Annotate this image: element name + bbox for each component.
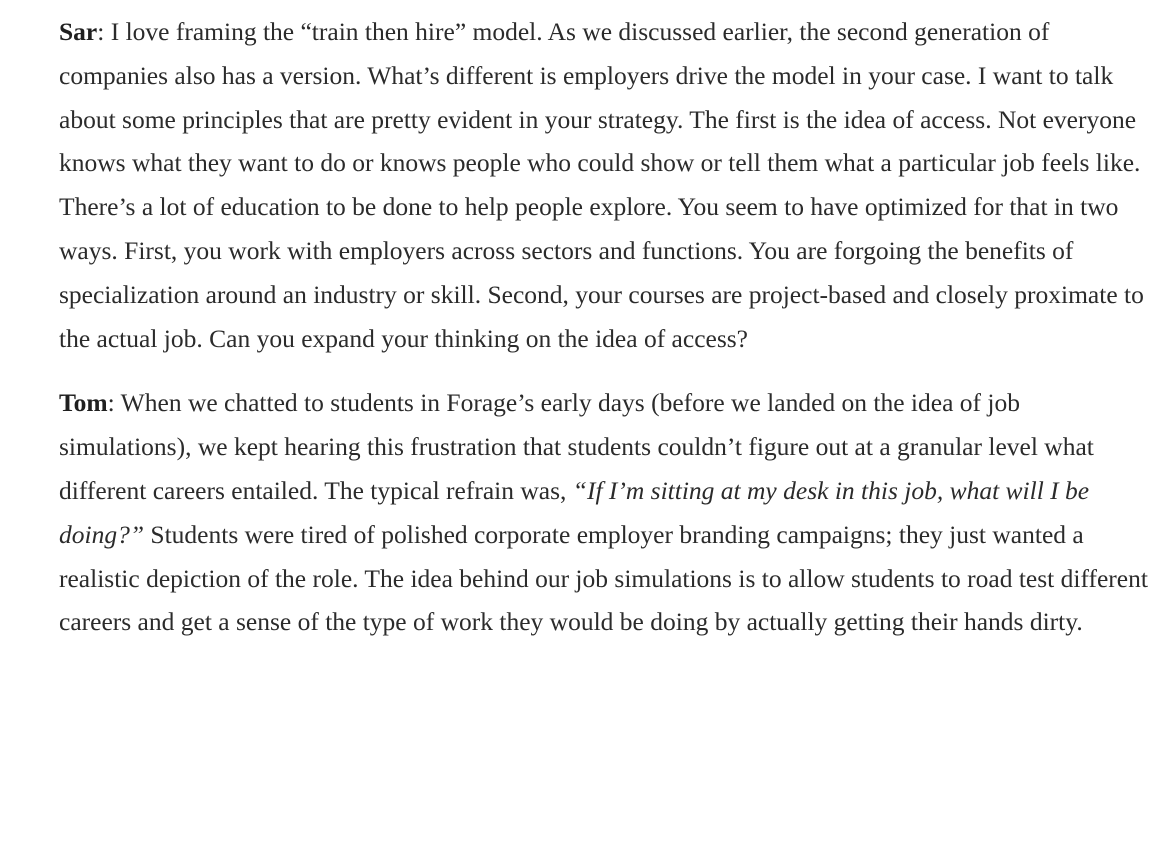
interview-article bbox=[59, 10, 1149, 665]
answer-text-before: When we chatted to students in Forage’s early days (before we landed on the idea of job simulations), we kept hearing this frustration that students couldn’t figure out at a granular level what different careers entailed. The typical refrain was, bbox=[59, 388, 1094, 505]
speaker-name-sar: Sar bbox=[59, 17, 98, 46]
answer-text-after: Students were tired of polished corporate employer branding campaigns; they just wanted a realistic depiction of the role. The idea behind our job simulations is to allow students to road test different careers and get a sense of the type of work they would be doing by actually getting their hands dirty. bbox=[59, 519, 1148, 637]
speaker-separator: : bbox=[97, 17, 105, 46]
question-paragraph bbox=[59, 10, 1149, 360]
question-text: I love framing the “train then hire” model. As we discussed earlier, the second generation of companies also has a version. What’s different is employers drive the model in your case. I want to talk about some principles that are pretty evident in your strategy. The first is the idea of access. Not everyone knows what they want to do or knows people who could show or tell them what a particular job feels like. There’s a lot of education to be done to help people explore. You seem to have optimized for that in two ways. First, you work with employers across sectors and functions. You are forgoing the benefits of specialization around an industry or skill. Second, your courses are project-based and closely proximate to the actual job. Can you expand your thinking on the idea of access? bbox=[59, 17, 1144, 353]
speaker-name-tom: Tom bbox=[59, 388, 108, 418]
answer-paragraph bbox=[59, 381, 1149, 644]
speaker-separator: : bbox=[107, 388, 115, 418]
answer-italic-quote: “If I’m sitting at my desk in this job, what will I be doing?” bbox=[59, 475, 1090, 549]
